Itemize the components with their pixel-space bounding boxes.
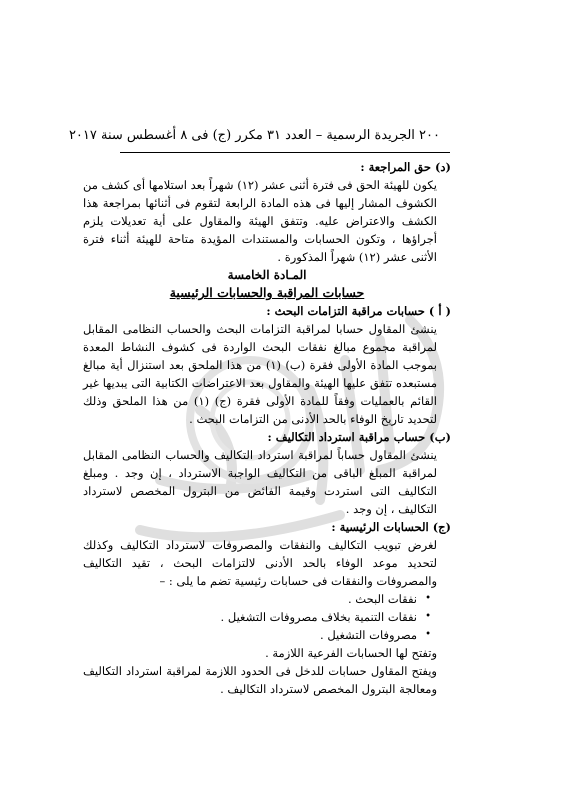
section-d-body: يكون للهيئة الحق فى فترة أثنى عشر (١٢) شهراً بعد استلامها أى كشف من الكشوف المشار إليها فى هذه المادة الرابعة لتقوم فى أثنائها بمراجعة هذا الكشف والاعتراض عليه. وتتفق الهيئة والمقاول على أية تعديلات يلزم أجراؤها ، وتكون الحسابات والمستندات المؤيدة متاحة للهيئة أثناء فترة الأثنى عشر (١٢) شهراً المذكورة . bbox=[83, 178, 437, 264]
article-title: المـادة الخامسة bbox=[227, 268, 307, 282]
list-item: • مصروفات التشغيل . bbox=[320, 628, 431, 642]
section-b-heading: (ب) حساب مراقبة استرداد التكاليف : bbox=[267, 430, 451, 444]
bullet-icon: • bbox=[425, 593, 431, 604]
section-c-closing: ويفتح المقاول حسابات للدخل فى الحدود اللازمة لمراقبة استرداد التكاليف ومعالجة البترول المخصص لاسترداد التكاليف . bbox=[83, 664, 437, 696]
main-accounts-list bbox=[83, 590, 451, 644]
document-body bbox=[83, 158, 451, 698]
section-c-heading: (ج) الحسابات الرئيسية : bbox=[331, 520, 451, 534]
header-divider bbox=[120, 152, 450, 153]
section-a-body: ينشئ المقاول حسابا لمراقبة التزامات البحث والحساب النظامى المقابل لمراقبة مجموع مبالغ نفقات البحث الواردة فى كشوف النشاط المعدة بموجب المادة الأولى فقرة (ب) (١) من هذا الملحق بعد استنزال أية مبالغ مستبعده تتفق عليها الهيئة والمقاول بعد الاعتراضات الكتابية التى يبديها غير القائم بالعمليات وفقاً للمادة الأولى فقرة (ج) (١) من هذا الملحق وذلك لتحديد تاريخ الوفاء بالحد الأدنى من التزامات البحث . bbox=[83, 322, 438, 426]
section-a-heading: ( أ ) حسابات مراقبة التزامات البحث : bbox=[266, 304, 451, 318]
section-d-heading: (د) حق المراجعة : bbox=[360, 160, 451, 174]
bullet-icon: • bbox=[425, 629, 431, 640]
page-header: ٢٠٠ الجريدة الرسمية – العدد ٣١ مكرر (ج) فى ٨ أغسطس سنة ٢٠١٧ bbox=[68, 128, 440, 143]
section-b-body: ينشئ المقاول حساباً لمراقبة استرداد التكاليف والحساب النظامى المقابل لمراقبة المبلغ الباقى من التكاليف الواجبة الاسترداد ، إن وجد . ومبلغ التكاليف التى استردت وقيمة الفائض من البترول المخصص لاسترداد التكاليف ، إن وجد . bbox=[83, 448, 437, 516]
article-subtitle: حسابات المراقبة والحسابات الرئيسية bbox=[169, 285, 365, 300]
section-c-intro: لغرض تبويب التكاليف والنفقات والمصروفات لاسترداد التكاليف وكذلك لتحديد موعد الوفاء بالحد الأدنى لالتزامات البحث ، تقيد التكاليف والمصروفات والنفقات فى حسابات رئيسية تضم ما يلى : – bbox=[83, 538, 437, 588]
list-item: • نفقات التنمية بخلاف مصروفات التشغيل . bbox=[220, 610, 431, 624]
list-item: • نفقات البحث . bbox=[347, 592, 431, 606]
section-c-subaccounts: وتفتح لها الحسابات الفرعية اللازمة . bbox=[265, 646, 437, 660]
bullet-icon: • bbox=[425, 611, 431, 622]
